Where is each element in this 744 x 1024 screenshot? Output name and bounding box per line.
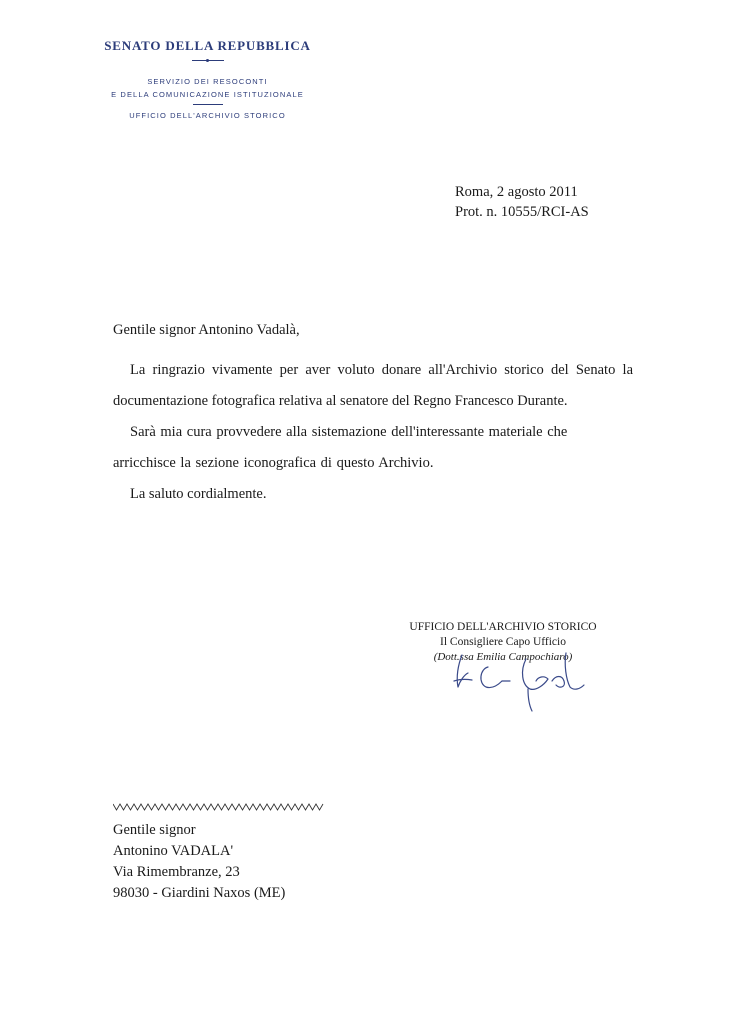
handwritten-signature [440,645,590,717]
institution-name: SENATO DELLA REPUBBLICA [104,38,311,53]
recipient-name: Antonino VADALA' [113,843,234,859]
letterhead-divider-small [193,104,223,105]
recipient-address [113,820,285,904]
recipient-street: Via Rimembranze, 23 [113,864,240,880]
recipient-city: 98030 - Giardini Naxos (ME) [113,885,286,901]
service-line-2: E DELLA COMUNICAZIONE ISTITUZIONALE [111,90,304,99]
signatory-name: (Dott.ssa Emilia Campochiaro) [433,651,573,663]
greeting: Gentile signor Antonino Vadalà, [113,322,300,338]
paragraph-1: La ringrazio vivamente per aver voluto donare all'Archivio storico del Senato la documentazione fotografica relativa al senatore del Regno Francesco Durante. [113,362,633,409]
service-line-1: SERVIZIO DEI RESOCONTI [147,77,268,86]
letterhead [80,38,335,122]
closing-line: La saluto cordialmente. [130,486,267,502]
paragraph-2: Sarà mia cura provvedere alla sistemazione dell'interessante materiale che arricchisce la sezione iconografica di questo Archivio. [113,424,568,471]
office-name: UFFICIO DELL'ARCHIVIO STORICO [129,111,286,120]
protocol-number: Prot. n. 10555/RCI-AS [455,204,589,220]
letter-date: Roma, 2 agosto 2011 [455,184,578,200]
letterhead-divider [192,60,224,61]
recipient-salutation: Gentile signor [113,822,196,838]
signatory-office: UFFICIO DELL'ARCHIVIO STORICO [409,621,597,633]
date-block [455,182,589,222]
zigzag-separator [113,802,325,812]
letter-body [113,355,633,510]
signatory-role: Il Consigliere Capo Ufficio [440,636,566,648]
